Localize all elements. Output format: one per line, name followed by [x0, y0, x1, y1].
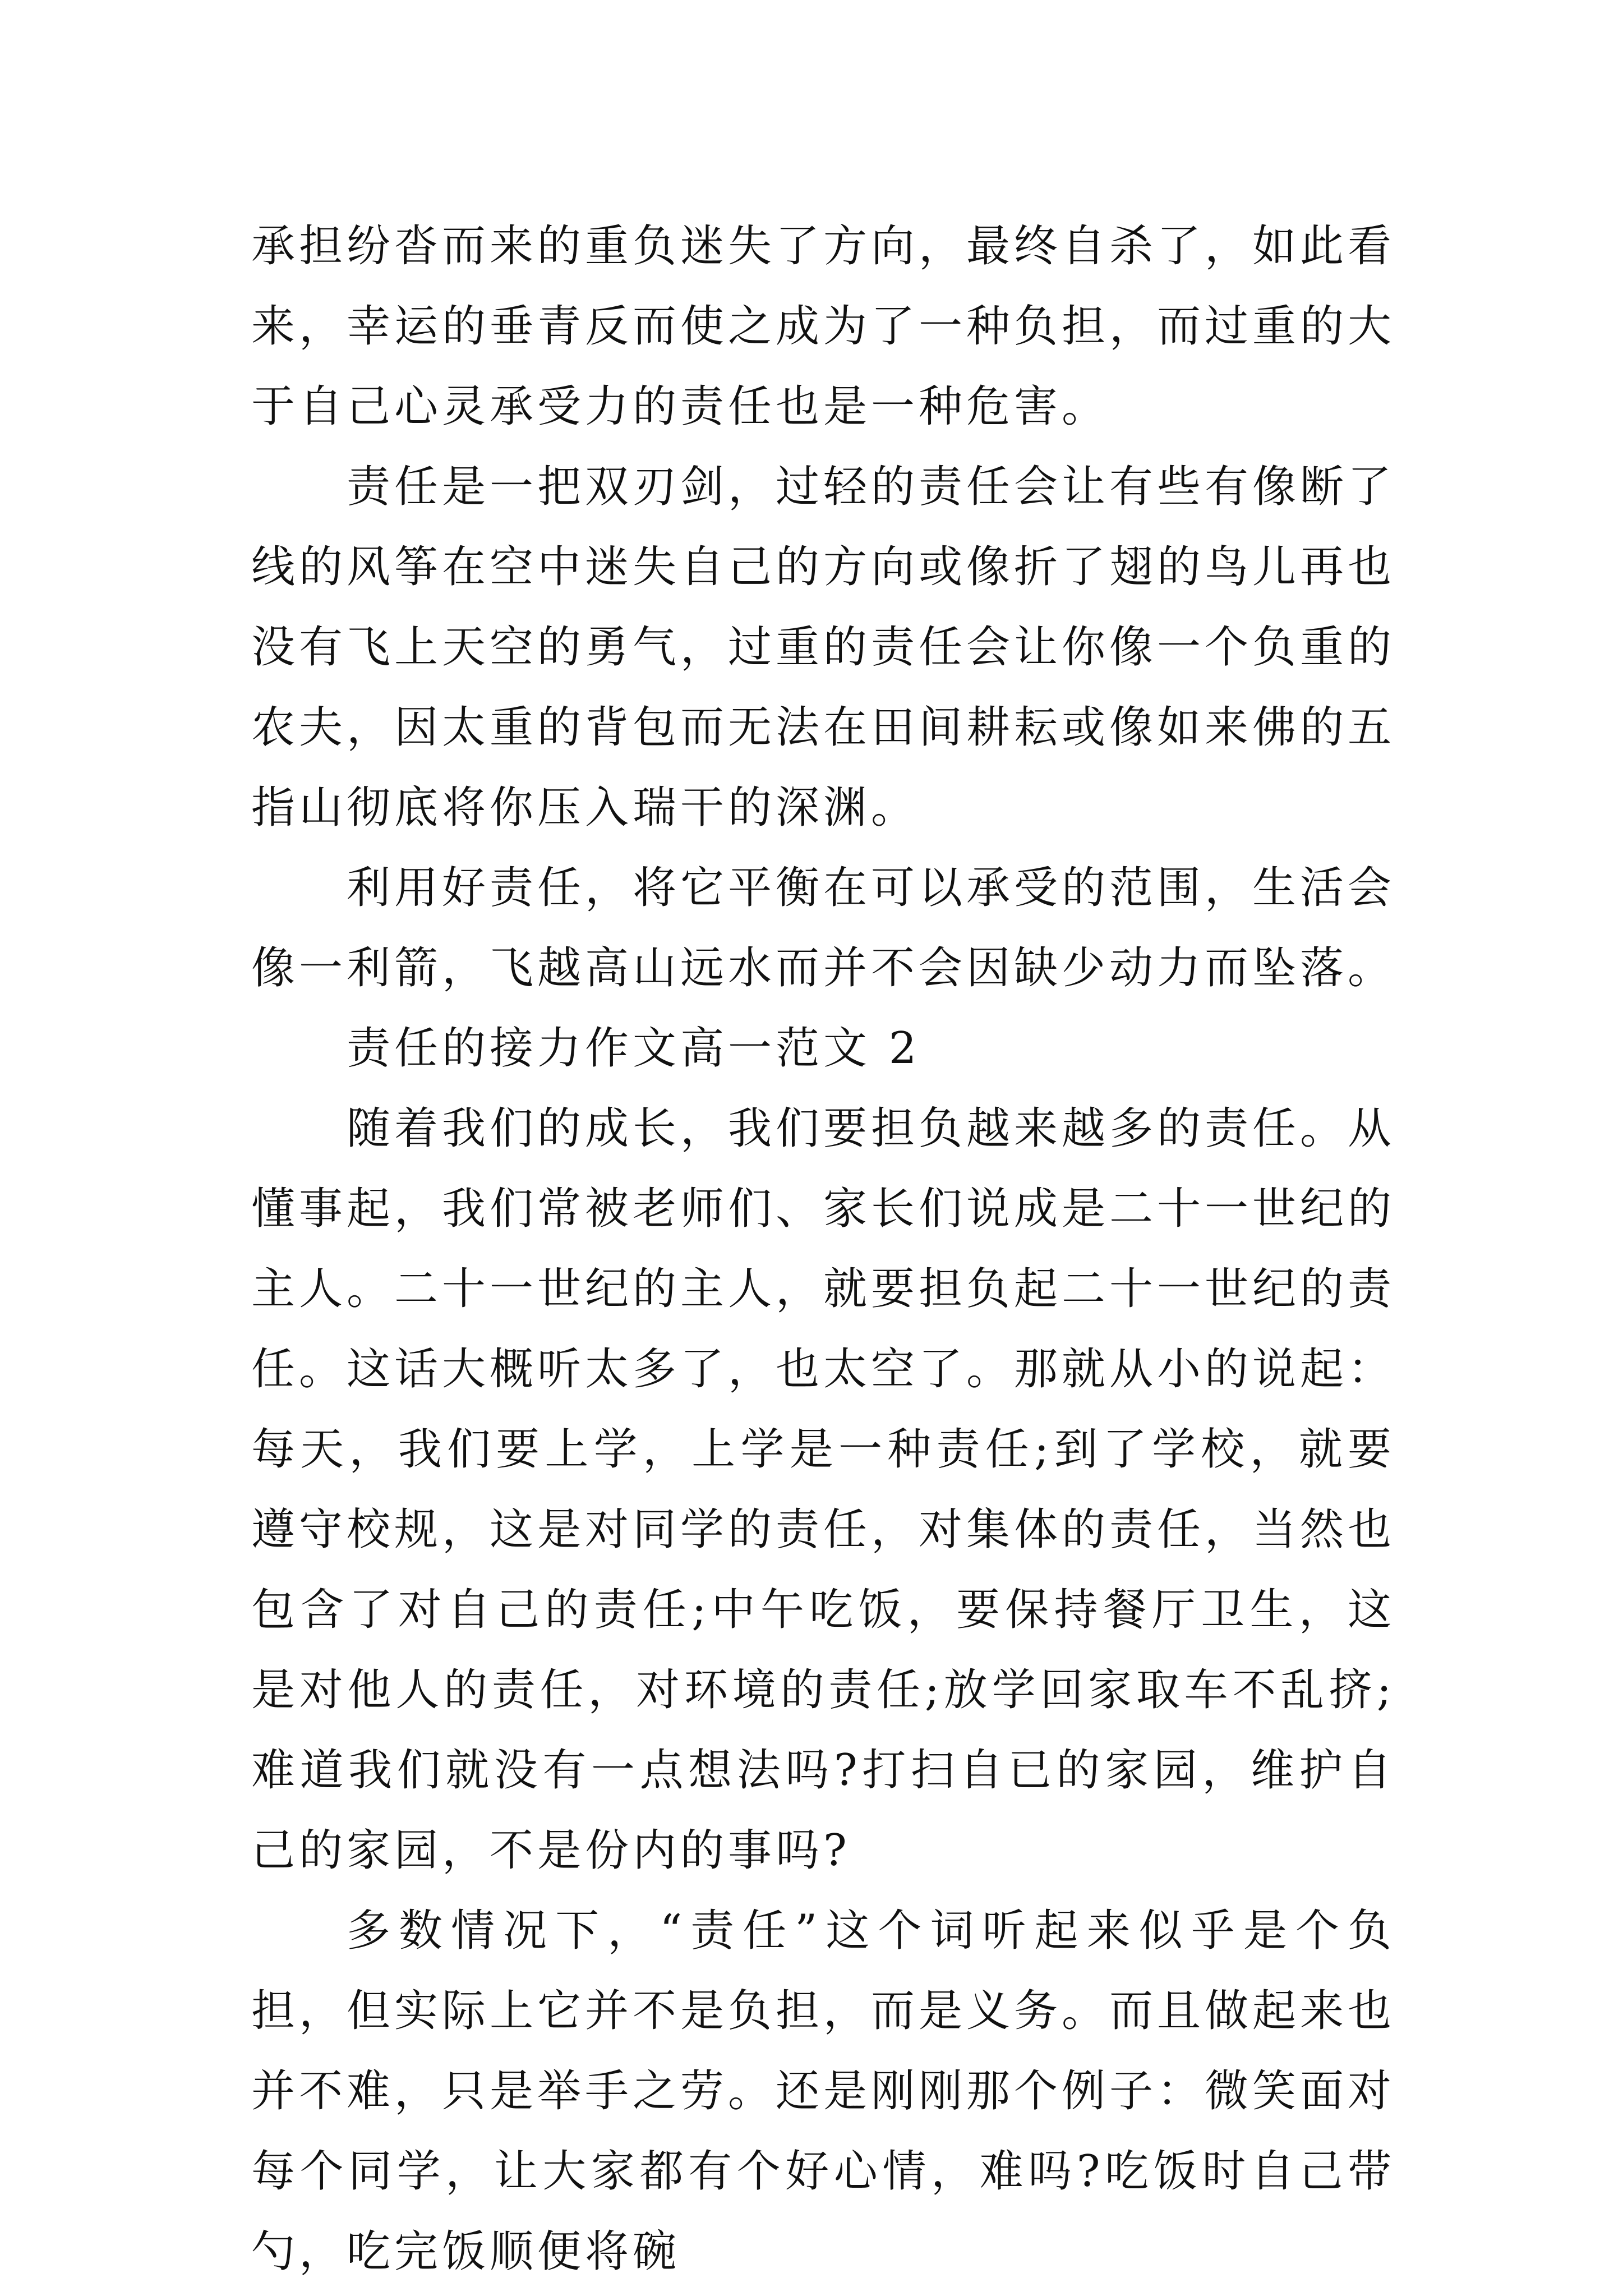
section-title: 责任的接力作文高一范文 2	[347, 1023, 921, 1074]
paragraph-2: 责任是一把双刃剑，过轻的责任会让有些有像断了线的风筝在空中迷失自己的方向或像折了翅的鸟儿再也没有飞上天空的勇气，过重的责任会让你像一个负重的农夫，因太重的背包而无法在田间耕耘或像如来佛的五指山彻底将你压入瑞干的深渊。	[251, 462, 1396, 833]
paragraph-3: 利用好责任，将它平衡在可以承受的范围，生活会像一利箭，飞越高山远水而并不会因缺少动力而坠落。	[251, 863, 1396, 993]
paragraph-1: 承担纷沓而来的重负迷失了方向，最终自杀了，如此看来，幸运的垂青反而使之成为了一种负担，而过重的大于自己心灵承受力的责任也是一种危害。	[251, 221, 1396, 432]
document-body	[251, 206, 1395, 2292]
paragraph-4: 随着我们的成长，我们要担负越来越多的责任。从懂事起，我们常被老师们、家长们说成是二十一世纪的主人。二十一世纪的主人，就要担负起二十一世纪的责任。这话大概听太多了，也太空了。那就从小的说起：每天，我们要上学，上学是一种责任;到了学校，就要遵守校规，这是对同学的责任，对集体的责任，当然也包含了对自己的责任;中午吃饭，要保持餐厅卫生，这是对他人的责任，对环境的责任;放学回家取车不乱挤;难道我们就没有一点想法吗?打扫自已的家园，维护自己的家园，不是份内的事吗?	[251, 1103, 1396, 1876]
paragraph-5: 多数情况下，“责任”这个词听起来似乎是个负担，但实际上它并不是负担，而是义务。而且做起来也并不难，只是举手之劳。还是刚刚那个例子：微笑面对每个同学，让大家都有个好心情，难吗?吃饭时自己带勺，吃完饭顺便将碗	[251, 1906, 1396, 2277]
